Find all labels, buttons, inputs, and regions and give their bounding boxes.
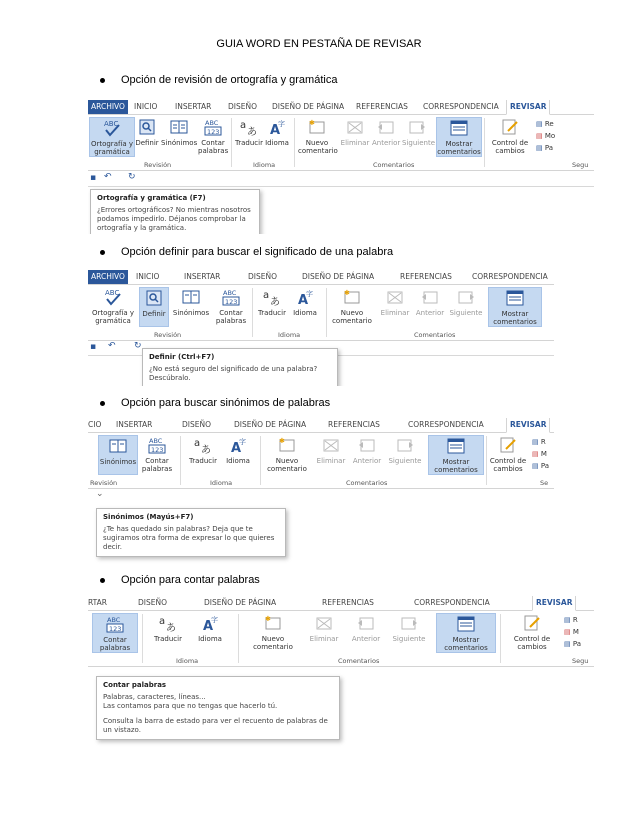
book-icon — [181, 287, 201, 307]
tab-inicio[interactable]: INICIO — [136, 272, 160, 281]
button-label: Siguiente — [388, 457, 422, 465]
tracking-options — [564, 614, 581, 650]
new-comment-button[interactable] — [298, 117, 336, 155]
next-comment-icon — [407, 117, 427, 137]
ribbon-body — [88, 115, 594, 171]
button-label: Mostrar comentarios — [434, 458, 478, 474]
button-label: Contar palabras — [141, 457, 173, 473]
tab-referencias[interactable]: REFERENCIAS — [356, 102, 408, 111]
svg-text:✱: ✱ — [344, 289, 350, 297]
button-label: Contar palabras — [215, 309, 247, 325]
svg-text:a: a — [194, 438, 201, 449]
button-label: Eliminar — [316, 457, 346, 465]
next-comment-button[interactable] — [388, 613, 430, 643]
undo-icon[interactable]: ↶ — [108, 341, 116, 351]
tab-diseno-pagina[interactable]: DISEÑO DE PÁGINA — [302, 272, 375, 281]
next-comment-icon — [456, 287, 476, 307]
svg-text:a: a — [159, 616, 166, 627]
quick-access-toolbar — [88, 172, 594, 187]
bullet-item — [100, 397, 330, 409]
translate-button[interactable] — [186, 435, 220, 465]
word-count-button[interactable] — [214, 287, 248, 325]
show-comments-button[interactable] — [428, 435, 484, 475]
bullet-item — [100, 246, 393, 258]
tooltip-title: Sinónimos (Mayús+F7) — [103, 513, 194, 521]
bullet-text: Opción de revisión de ortografía y gramática — [121, 74, 338, 86]
redo-icon[interactable]: ↻ — [128, 172, 136, 182]
tab-referencias[interactable]: REFERENCIAS — [328, 420, 380, 429]
ribbon-screenshot-4 — [88, 596, 594, 756]
language-icon — [267, 117, 287, 137]
bullet-text: Opción para buscar sinónimos de palabras — [121, 397, 331, 409]
svg-text:A: A — [203, 619, 214, 633]
tab-insertar[interactable]: INSERTAR — [116, 420, 153, 429]
tab-diseno-pagina[interactable]: DISEÑO DE PÁGINA — [204, 598, 277, 607]
svg-text:123: 123 — [207, 128, 220, 136]
svg-text:a: a — [240, 120, 247, 131]
abc-123-icon — [203, 117, 223, 137]
show-comments-icon — [446, 436, 466, 456]
svg-text:A: A — [298, 293, 309, 307]
new-comment-button[interactable] — [246, 613, 300, 651]
abc-123-icon — [105, 614, 125, 634]
new-comment-button[interactable] — [330, 287, 374, 325]
previous-comment-button[interactable] — [346, 613, 386, 643]
track-changes-button[interactable] — [506, 613, 558, 651]
group-separator — [294, 118, 295, 167]
group-separator — [260, 436, 261, 485]
delete-comment-button[interactable] — [304, 613, 344, 643]
quick-access-toolbar — [88, 489, 554, 503]
tab-correspondencia[interactable]: CORRESPONDENCIA — [414, 598, 490, 607]
tab-revisar[interactable]: REVISAR — [506, 100, 550, 115]
tracking-option[interactable]: ▤ M — [532, 450, 547, 458]
tracking-option[interactable]: ▤ Mo — [536, 132, 556, 140]
group-separator — [486, 436, 487, 485]
track-changes-icon — [522, 613, 542, 633]
group-label-comentarios: Comentarios — [373, 161, 415, 169]
svg-text:123: 123 — [151, 446, 164, 454]
track-changes-button[interactable] — [488, 117, 532, 155]
ribbon-tabs — [88, 418, 554, 433]
tracking-option[interactable]: ▤ Pa — [536, 144, 554, 152]
button-label: Mostrar comentarios — [437, 140, 481, 156]
tab-diseno-pagina[interactable]: DISEÑO DE PÁGINA — [234, 420, 307, 429]
ribbon-body — [88, 285, 554, 341]
button-label: Anterior — [415, 309, 445, 317]
button-label: Anterior — [372, 139, 401, 147]
button-label: Idioma — [265, 139, 289, 147]
word-count-button[interactable] — [198, 117, 228, 155]
abc-123-icon — [221, 287, 241, 307]
document-title: GUIA WORD EN PESTAÑA DE REVISAR — [216, 38, 422, 50]
delete-comment-icon — [345, 117, 365, 137]
tab-diseno-pagina[interactable]: DISEÑO DE PÁGINA — [272, 102, 345, 111]
group-separator — [180, 436, 181, 485]
button-label: Sinónimos — [161, 139, 198, 147]
button-label: Anterior — [352, 457, 382, 465]
markup-icon: ▤ — [564, 628, 571, 636]
delete-comment-icon — [321, 435, 341, 455]
previous-comment-icon — [357, 435, 377, 455]
show-comments-button[interactable] — [436, 613, 496, 653]
tooltip-body: ¿No está seguro del significado de una palabra? Descúbralo. — [149, 365, 318, 382]
group-label-comentarios: Comentarios — [346, 479, 388, 487]
group-label-seguimiento: Segu — [572, 657, 589, 665]
button-label: Traducir — [235, 139, 263, 147]
tooltip — [90, 189, 260, 234]
next-comment-button[interactable] — [448, 287, 484, 317]
show-comments-button[interactable] — [488, 287, 542, 327]
save-icon[interactable]: ▪ — [90, 173, 97, 183]
tracking-option[interactable]: ▤ R — [532, 438, 546, 446]
group-label-idioma: Idioma — [210, 479, 233, 487]
next-comment-icon — [395, 435, 415, 455]
language-icon — [200, 613, 220, 633]
svg-text:あ: あ — [247, 127, 257, 137]
tracking-option[interactable]: ▤ Pa — [564, 640, 582, 648]
bullet-item — [100, 574, 260, 586]
svg-text:ABC: ABC — [104, 120, 119, 128]
svg-text:ABC: ABC — [149, 437, 163, 445]
translate-button[interactable] — [235, 117, 263, 147]
translate-button[interactable] — [148, 613, 188, 643]
button-label: Sinónimos — [172, 309, 210, 317]
button-label: Mostrar comentarios — [444, 636, 488, 652]
delete-comment-icon — [314, 613, 334, 633]
book-icon — [169, 117, 189, 137]
svg-text:あ: あ — [270, 297, 280, 307]
delete-comment-button[interactable] — [378, 287, 412, 317]
tooltip-title: Contar palabras — [103, 681, 167, 689]
svg-text:字: 字 — [278, 120, 285, 128]
ribbon-screenshot-1 — [88, 100, 594, 234]
delete-comment-icon — [385, 287, 405, 307]
svg-text:ABC: ABC — [223, 289, 237, 297]
thesaurus-button[interactable] — [98, 435, 138, 475]
group-label-idioma: Idioma — [176, 657, 199, 665]
pane-icon: ▤ — [564, 640, 571, 648]
translate-icon — [262, 287, 282, 307]
tracking-option[interactable]: ▤ M — [564, 628, 579, 636]
button-label: Siguiente — [449, 309, 483, 317]
tab-diseno[interactable]: DISEÑO — [138, 598, 168, 607]
group-label-idioma: Idioma — [278, 331, 301, 339]
button-label: Siguiente — [402, 139, 436, 147]
svg-text:字: 字 — [306, 290, 313, 298]
tab-insertar[interactable]: RTAR — [88, 598, 108, 607]
button-label: Definir — [142, 310, 166, 318]
thesaurus-button[interactable] — [170, 287, 212, 317]
tab-inicio[interactable]: CIO — [88, 420, 102, 429]
group-label-comentarios: Comentarios — [338, 657, 380, 665]
tab-diseno[interactable]: DISEÑO — [248, 272, 278, 281]
delete-comment-button[interactable] — [340, 117, 370, 147]
svg-text:A: A — [231, 441, 242, 455]
show-comments-icon — [456, 614, 476, 634]
tooltip — [96, 508, 286, 557]
ribbon-tabs — [88, 100, 594, 115]
button-label: Definir — [135, 139, 159, 147]
group-separator — [231, 118, 232, 167]
next-comment-button[interactable] — [402, 117, 436, 147]
language-button[interactable] — [192, 613, 228, 643]
next-comment-icon — [399, 613, 419, 633]
ribbon-body — [88, 433, 554, 489]
button-label: Sinónimos — [99, 458, 137, 466]
group-label-seguimiento: Segu — [572, 161, 589, 169]
language-button[interactable] — [264, 117, 290, 147]
customize-icon[interactable]: ⌄ — [96, 489, 104, 499]
tooltip-body: Palabras, caracteres, líneas... — [103, 693, 206, 701]
button-label: Siguiente — [392, 635, 426, 643]
tooltip-body: Consulta la barra de estado para ver el recuento de palabras de un vistazo. — [103, 717, 328, 734]
svg-text:a: a — [263, 290, 270, 301]
tooltip-body: Las contamos para que no tengas que hacerlo tú. — [103, 702, 278, 710]
svg-text:123: 123 — [225, 298, 238, 306]
translate-icon — [239, 117, 259, 137]
translate-icon — [193, 435, 213, 455]
button-label: Idioma — [293, 309, 317, 317]
tab-correspondencia[interactable]: CORRESPONDENCIA — [472, 272, 548, 281]
bullet-dot — [100, 250, 105, 255]
language-button[interactable] — [290, 287, 320, 317]
svg-text:✱: ✱ — [309, 119, 315, 127]
word-count-button[interactable] — [140, 435, 174, 473]
comment-icon — [342, 287, 362, 307]
button-label: Eliminar — [309, 635, 339, 643]
bullet-dot — [100, 401, 105, 406]
markup-icon: ▤ — [532, 450, 539, 458]
show-comments-button[interactable] — [436, 117, 482, 157]
spelling-grammar-button[interactable] — [89, 117, 135, 157]
new-comment-button[interactable] — [264, 435, 310, 473]
ribbon-tabs — [88, 270, 554, 285]
tab-referencias[interactable]: REFERENCIAS — [400, 272, 452, 281]
button-label: Ortografía y gramática — [90, 140, 134, 156]
tooltip-title: Definir (Ctrl+F7) — [149, 353, 215, 361]
button-label: Idioma — [198, 635, 222, 643]
tab-archivo[interactable]: ARCHIVO — [88, 100, 128, 114]
bullet-text: Opción para contar palabras — [121, 574, 260, 586]
tab-inicio[interactable]: INICIO — [134, 102, 158, 111]
group-label-revision: Revisión — [154, 331, 182, 339]
language-icon — [295, 287, 315, 307]
bullet-text: Opción definir para buscar el significado de una palabra — [121, 246, 394, 258]
markup-icon: ▤ — [536, 132, 543, 140]
track-changes-icon — [500, 117, 520, 137]
thesaurus-button[interactable] — [161, 117, 197, 147]
svg-text:ABC: ABC — [107, 616, 121, 624]
spelling-grammar-button[interactable] — [89, 287, 137, 325]
tab-diseno[interactable]: DISEÑO — [228, 102, 258, 111]
ribbon-screenshot-3 — [88, 418, 554, 568]
tab-insertar[interactable]: INSERTAR — [184, 272, 221, 281]
track-changes-button[interactable] — [488, 435, 528, 473]
abc-check-icon — [103, 287, 123, 307]
document-icon: ▤ — [564, 616, 571, 624]
tab-correspondencia[interactable]: CORRESPONDENCIA — [423, 102, 499, 111]
language-button[interactable] — [222, 435, 254, 465]
button-label: Control de cambios — [491, 139, 529, 155]
svg-text:ABC: ABC — [105, 289, 120, 297]
group-separator — [500, 614, 501, 663]
button-label: Control de cambios — [489, 457, 527, 473]
pane-icon: ▤ — [532, 462, 539, 470]
tracking-options — [532, 436, 549, 472]
bullet-item — [100, 74, 337, 86]
ribbon-body — [88, 611, 594, 667]
previous-comment-button[interactable] — [372, 117, 400, 147]
tooltip-title: Ortografía y gramática (F7) — [97, 194, 206, 202]
button-label: Traducir — [189, 457, 217, 465]
tab-revisar[interactable]: REVISAR — [532, 596, 576, 611]
button-label: Traducir — [154, 635, 182, 643]
tracking-option[interactable]: ▤ R — [564, 616, 578, 624]
search-book-icon — [144, 288, 164, 308]
previous-comment-icon — [356, 613, 376, 633]
button-label: Ortografía y gramática — [91, 309, 135, 325]
svg-text:あ: あ — [201, 445, 211, 455]
group-separator — [326, 288, 327, 337]
svg-text:123: 123 — [109, 625, 122, 633]
ribbon-tabs — [88, 596, 594, 611]
button-label: Mostrar comentarios — [493, 310, 537, 326]
next-comment-button[interactable] — [386, 435, 424, 465]
group-label-idioma: Idioma — [253, 161, 276, 169]
show-comments-icon — [449, 118, 469, 138]
delete-comment-button[interactable] — [314, 435, 348, 465]
search-book-icon — [137, 117, 157, 137]
group-separator — [484, 118, 485, 167]
comment-icon — [307, 117, 327, 137]
tab-diseno[interactable]: DISEÑO — [182, 420, 212, 429]
previous-comment-button[interactable] — [350, 435, 384, 465]
svg-text:字: 字 — [211, 616, 218, 624]
button-label: Contar palabras — [198, 139, 229, 155]
tooltip-body: ¿Te has quedado sin palabras? Deja que te sugiramos otra forma de expresar lo que quieres decir. — [103, 525, 275, 551]
track-changes-icon — [498, 435, 518, 455]
translate-icon — [158, 613, 178, 633]
abc-check-icon — [102, 118, 122, 138]
svg-text:✱: ✱ — [279, 437, 285, 445]
previous-comment-button[interactable] — [414, 287, 446, 317]
redo-icon[interactable]: ↻ — [134, 341, 142, 351]
group-label-revision: Revisión — [90, 479, 118, 487]
document-icon: ▤ — [532, 438, 539, 446]
undo-icon[interactable]: ↶ — [104, 172, 112, 182]
group-separator — [142, 614, 143, 663]
show-comments-icon — [505, 288, 525, 308]
button-label: Eliminar — [380, 309, 410, 317]
tab-insertar[interactable]: INSERTAR — [175, 102, 212, 111]
word-count-button[interactable] — [92, 613, 138, 653]
pane-icon: ▤ — [536, 144, 543, 152]
tracking-options — [536, 118, 555, 154]
book-icon — [108, 436, 128, 456]
button-label: Nuevo comentario — [253, 635, 293, 651]
button-label: Nuevo comentario — [298, 139, 338, 155]
button-label: Anterior — [351, 635, 381, 643]
tab-revisar[interactable]: REVISAR — [506, 418, 550, 433]
previous-comment-icon — [376, 117, 396, 137]
svg-text:✱: ✱ — [265, 615, 271, 623]
button-label: Eliminar — [340, 139, 370, 147]
svg-text:ABC: ABC — [205, 119, 219, 127]
button-label: Contar palabras — [99, 636, 131, 652]
button-label: Nuevo comentario — [267, 457, 307, 473]
button-label: Traducir — [258, 309, 286, 317]
group-separator — [252, 288, 253, 337]
tooltip — [96, 676, 340, 740]
define-button[interactable] — [139, 287, 169, 327]
ribbon-screenshot-2 — [88, 270, 554, 386]
tracking-option[interactable]: ▤ Pa — [532, 462, 550, 470]
group-label-seguimiento: Se — [540, 479, 549, 487]
comment-icon — [277, 435, 297, 455]
tooltip — [142, 348, 338, 386]
bullet-dot — [100, 78, 105, 83]
document-icon: ▤ — [536, 120, 543, 128]
group-label-comentarios: Comentarios — [414, 331, 456, 339]
abc-123-icon — [147, 435, 167, 455]
define-button[interactable] — [135, 117, 159, 147]
group-separator — [238, 614, 239, 663]
tab-archivo[interactable]: ARCHIVO — [88, 270, 128, 284]
comment-icon — [263, 613, 283, 633]
svg-text:あ: あ — [166, 623, 176, 633]
previous-comment-icon — [420, 287, 440, 307]
button-label: Nuevo comentario — [332, 309, 372, 325]
bullet-dot — [100, 578, 105, 583]
svg-text:字: 字 — [239, 438, 246, 446]
button-label: Idioma — [226, 457, 250, 465]
tooltip-body: ¿Errores ortográficos? No mientras nosotros podamos impedirlo. Déjanos comprobar la ortografía y la gramática. — [97, 206, 251, 232]
language-icon — [228, 435, 248, 455]
tab-referencias[interactable]: REFERENCIAS — [322, 598, 374, 607]
svg-text:A: A — [270, 123, 281, 137]
save-icon[interactable]: ▪ — [90, 342, 97, 352]
tab-correspondencia[interactable]: CORRESPONDENCIA — [408, 420, 484, 429]
button-label: Control de cambios — [513, 635, 551, 651]
group-label-revision: Revisión — [144, 161, 172, 169]
tracking-option[interactable]: ▤ Re — [536, 120, 554, 128]
translate-button[interactable] — [256, 287, 288, 317]
